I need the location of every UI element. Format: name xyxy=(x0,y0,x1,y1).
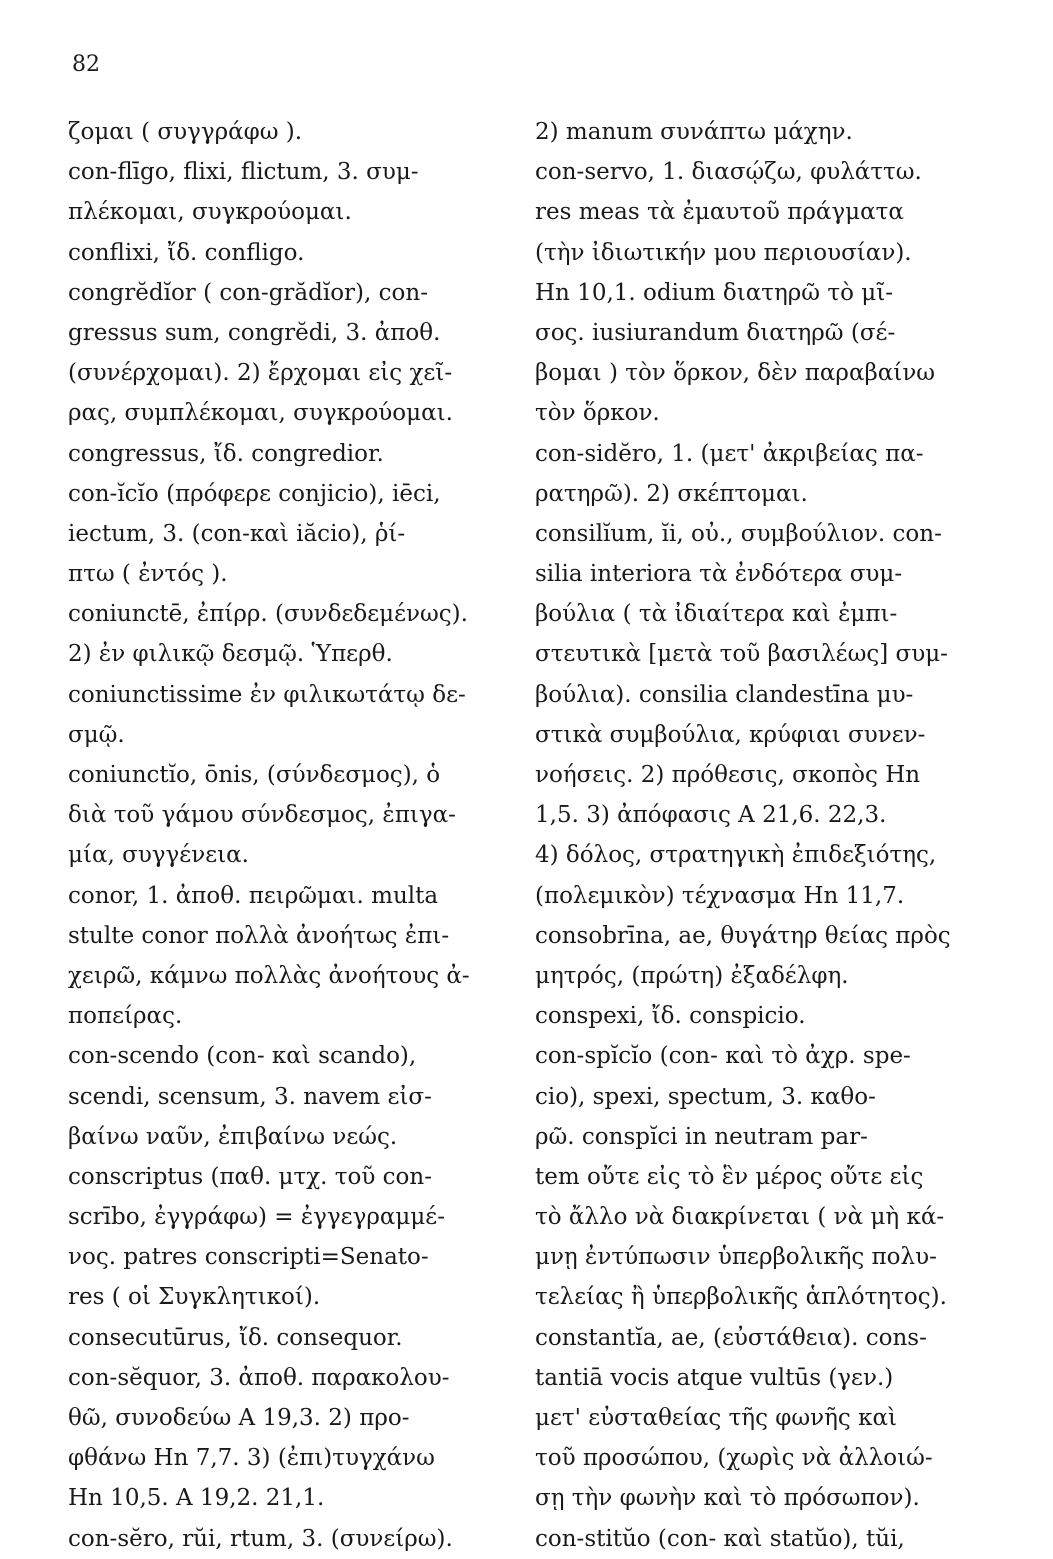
text-line: con-ĭcĭo (πρόφερε conjicio), iēci, xyxy=(68,480,441,507)
text-line: τοῦ προσώπου, (χωρὶς νὰ ἀλλοιώ- xyxy=(535,1445,933,1472)
text-line: con-spĭcĭo (con- καὶ τὸ ἀχρ. spe- xyxy=(535,1043,911,1070)
text-line: τελείας ἢ ὑπερβολικῆς ἁπλότητος). xyxy=(535,1284,947,1311)
text-line: 2) ἐν φιλικῷ δεσμῷ. Ὑπερθ. xyxy=(68,641,393,668)
text-line: conscriptus (παθ. μτχ. τοῦ con- xyxy=(68,1163,432,1190)
text-line: tem οὔτε εἰς τὸ ἓν μέρος οὔτε εἰς xyxy=(535,1163,924,1190)
text-line: βομαι ) τὸν ὅρκον, δὲν παραβαίνω xyxy=(535,360,936,387)
text-line: scendi, scensum, 3. navem εἰσ- xyxy=(68,1083,432,1110)
text-line: 1,5. 3) ἀπόφασις A 21,6. 22,3. xyxy=(535,802,887,829)
text-line: con-servo, 1. διασῴζω, φυλάττω. xyxy=(535,159,922,186)
text-line: 4) δόλος, στρατηγικὴ ἐπιδεξιότης, xyxy=(535,842,937,869)
text-line: μητρός, (πρώτη) ἐξαδέλφη. xyxy=(535,962,849,989)
text-line: νος. patres conscripti=Senato- xyxy=(68,1244,429,1271)
text-line: σος. iusiurandum διατηρῶ (σέ- xyxy=(535,319,896,346)
text-line: ζομαι ( συγγράφω ). xyxy=(68,119,303,145)
text-line: μνῃ ἐντύπωσιν ὑπερβολικῆς πολυ- xyxy=(535,1244,937,1271)
left-column xyxy=(68,112,508,1559)
text-line: μία, συγγένεια. xyxy=(68,842,249,869)
text-line: consilĭum, ĭi, οὐ., συμβούλιον. con- xyxy=(535,520,942,547)
text-line: congrĕdĭor ( con-grădĭor), con- xyxy=(68,279,428,306)
text-line: coniunctē, ἐπίρρ. (συνδεδεμένως). xyxy=(68,601,468,628)
text-line: res ( οἱ Συγκλητικοί). xyxy=(68,1284,321,1311)
text-line: conflixi, ἴδ. confligo. xyxy=(68,239,305,266)
text-line: consecutūrus, ἴδ. consequor. xyxy=(68,1324,403,1351)
text-line: scrībo, ἐγγράφω) = ἐγγεγραμμέ- xyxy=(68,1204,445,1231)
text-line: Hn 10,5. A 19,2. 21,1. xyxy=(68,1485,325,1512)
right-column xyxy=(535,112,985,1559)
text-line: στικὰ συμβούλια, κρύφιαι συνεν- xyxy=(535,721,926,748)
text-line: διὰ τοῦ γάμου σύνδεσμος, ἐπιγα- xyxy=(68,802,456,829)
text-line: congressus, ἴδ. congredior. xyxy=(68,440,384,467)
text-line: βούλια ( τὰ ἰδιαίτερα καὶ ἐμπι- xyxy=(535,601,898,628)
text-line: coniunctissime ἐν φιλικωτάτῳ δε- xyxy=(68,681,466,708)
text-line: σῃ τὴν φωνὴν καὶ τὸ πρόσωπον). xyxy=(535,1485,920,1512)
text-line: σμῷ. xyxy=(68,721,125,748)
text-line: στευτικὰ [μετὰ τοῦ βασιλέως] συμ- xyxy=(535,641,948,668)
text-line: (τὴν ἰδιωτικήν μου περιουσίαν). xyxy=(535,239,912,266)
text-line: τὸν ὅρκον. xyxy=(535,400,660,427)
page-number: 82 xyxy=(72,52,100,77)
text-line: πλέκομαι, συγκρούομαι. xyxy=(68,199,352,226)
text-line: χειρῶ, κάμνω πολλὰς ἀνοήτους ἀ- xyxy=(68,962,470,989)
text-line: iectum, 3. (con-καὶ iăcio), ῥί- xyxy=(68,520,406,547)
text-line: Hn 10,1. odium διατηρῶ τὸ μῖ- xyxy=(535,279,893,306)
text-line: (συνέρχομαι). 2) ἔρχομαι εἰς χεῖ- xyxy=(68,360,453,387)
text-line: πτω ( ἐντός ). xyxy=(68,561,228,588)
text-line: con-flīgo, flixi, flictum, 3. συμ- xyxy=(68,159,419,186)
text-line: con-sĕquor, 3. ἀποθ. παρακολου- xyxy=(68,1364,450,1391)
text-line: βούλια). consilia clandestīna μυ- xyxy=(535,681,914,708)
text-line: con-sĕro, rŭi, rtum, 3. (συνείρω). xyxy=(68,1525,453,1552)
text-line: τὸ ἄλλο νὰ διακρίνεται ( νὰ μὴ κά- xyxy=(535,1204,945,1231)
text-line: consobrīna, ae, θυγάτηρ θείας πρὸς xyxy=(535,922,951,949)
text-line: con-stitŭo (con- καὶ statŭo), tŭi, xyxy=(535,1525,905,1552)
text-line: ρας, συμπλέκομαι, συγκρούομαι. xyxy=(68,400,453,427)
text-line: coniunctĭo, ōnis, (σύνδεσμος), ὁ xyxy=(68,762,441,788)
text-line: tantiā vocis atque vultūs (γεν.) xyxy=(535,1364,894,1391)
text-line: θῶ, συνοδεύω A 19,3. 2) προ- xyxy=(68,1405,410,1431)
text-line: gressus sum, congrĕdi, 3. ἀποθ. xyxy=(68,319,441,346)
text-line: conor, 1. ἀποθ. πειρῶμαι. multa xyxy=(68,882,439,909)
text-line: φθάνω Hn 7,7. 3) (ἐπι)τυγχάνω xyxy=(68,1445,435,1472)
text-line: (πολεμικὸν) τέχνασμα Hn 11,7. xyxy=(535,882,905,909)
text-line: μετ' εὐσταθείας τῆς φωνῆς καὶ xyxy=(535,1405,898,1431)
text-line: con-scendo (con- καὶ scando), xyxy=(68,1043,417,1070)
text-line: 2) manum συνάπτω μάχην. xyxy=(535,119,853,145)
text-line: νοήσεις. 2) πρόθεσις, σκοπὸς Hn xyxy=(535,762,921,788)
text-line: ρατηρῶ). 2) σκέπτομαι. xyxy=(535,480,808,507)
text-line: cio), spexi, spectum, 3. καθο- xyxy=(535,1083,876,1110)
text-line: ρῶ. conspĭci in neutram par- xyxy=(535,1123,868,1150)
text-line: βαίνω ναῦν, ἐπιβαίνω νεώς. xyxy=(68,1123,398,1150)
text-line: constantĭa, ae, (εὐστάθεια). cons- xyxy=(535,1324,927,1351)
text-line: stulte conor πολλὰ ἀνοήτως ἐπι- xyxy=(68,922,450,949)
text-line: silia interiora τὰ ἐνδότερα συμ- xyxy=(535,561,903,588)
text-line: res meas τὰ ἐμαυτοῦ πράγματα xyxy=(535,199,904,226)
text-line: conspexi, ἴδ. conspicio. xyxy=(535,1003,806,1030)
text-line: ποπείρας. xyxy=(68,1003,183,1030)
text-line: con-sidĕro, 1. (μετ' ἀκριβείας πα- xyxy=(535,440,924,467)
